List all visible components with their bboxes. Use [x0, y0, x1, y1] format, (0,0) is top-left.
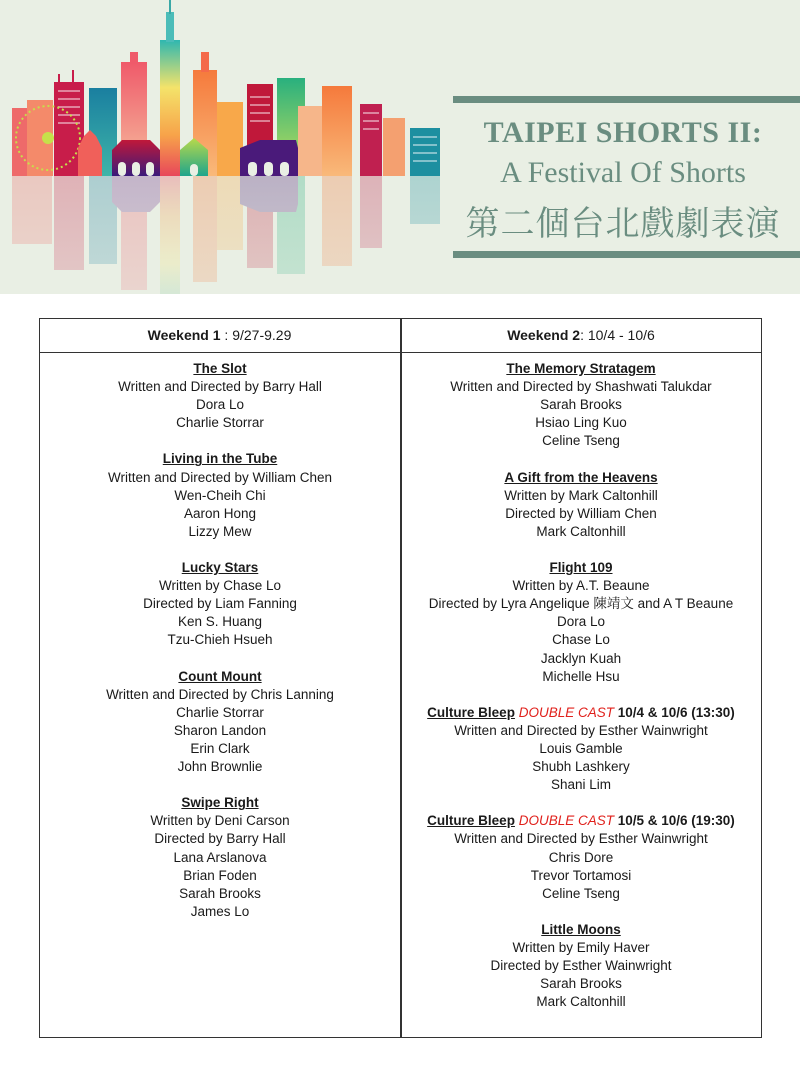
- cast-member: Lana Arslanova: [173, 849, 267, 865]
- play-block: [401, 469, 761, 541]
- cast-member: Ken S. Huang: [177, 614, 263, 630]
- play-title-line: [40, 450, 400, 468]
- play-title: Lucky Stars: [181, 560, 259, 576]
- cast-member: Mark Caltonhill: [536, 994, 626, 1010]
- weekend1-label: Weekend 1: [147, 327, 221, 343]
- play-title-line: [40, 668, 400, 686]
- play-credit: Written and Directed by Esther Wainwright: [454, 831, 708, 847]
- play-block: [40, 360, 400, 432]
- weekend2-dates: : 10/4 - 10/6: [580, 327, 655, 343]
- cast-member: Louis Gamble: [539, 740, 623, 756]
- title-rule-top: [453, 96, 800, 103]
- festival-subtitle: A Festival Of Shorts: [500, 156, 746, 189]
- play-title: Culture Bleep: [427, 813, 515, 829]
- weekend1-column: [40, 360, 400, 939]
- play-title-line: [40, 559, 400, 577]
- play-title: Culture Bleep: [427, 704, 515, 720]
- play-credit: Written by Deni Carson: [150, 813, 290, 829]
- performance-dates: 10/4 & 10/6 (13:30): [613, 704, 735, 720]
- play-title-line: [401, 559, 761, 577]
- play-block: [401, 704, 761, 794]
- schedule-header-row: [39, 318, 762, 353]
- play-credit: Directed by Esther Wainwright: [490, 958, 672, 974]
- cast-member: Jacklyn Kuah: [540, 650, 622, 666]
- play-block: [401, 360, 761, 450]
- play-title-line: [401, 469, 761, 487]
- play-title-line: [40, 360, 400, 378]
- festival-title: TAIPEI SHORTS II:: [483, 116, 763, 149]
- play-credit: Written and Directed by Shashwati Talukdar: [450, 379, 712, 395]
- play-credit: Written by Emily Haver: [512, 940, 650, 955]
- play-block: [40, 794, 400, 921]
- play-credit: Directed by Barry Hall: [154, 831, 286, 847]
- cast-member: Erin Clark: [190, 740, 250, 756]
- play-title: The Slot: [193, 361, 247, 376]
- play-credit: Written by Mark Caltonhill: [504, 487, 658, 503]
- play-block: [40, 450, 400, 540]
- play-title: Flight 109: [549, 560, 613, 576]
- cast-member: Sharon Landon: [173, 722, 267, 738]
- weekend1-dates: : 9/27-9.29: [220, 327, 292, 343]
- cast-member: James Lo: [190, 903, 250, 919]
- festival-title-chinese: 第二個台北戲劇表演: [465, 204, 781, 244]
- weekend1-header: [39, 318, 400, 353]
- cast-member: Sarah Brooks: [179, 885, 261, 901]
- cast-member: Chris Dore: [548, 849, 614, 865]
- play-block: [401, 921, 761, 1011]
- play-title-line: [401, 360, 761, 378]
- cast-member: Aaron Hong: [183, 505, 257, 521]
- festival-title-block: [453, 96, 800, 256]
- play-title-line: [40, 794, 400, 812]
- play-credit: Directed by William Chen: [505, 505, 657, 521]
- title-rule-bottom: [453, 251, 800, 258]
- weekend2-label: Weekend 2: [507, 327, 581, 343]
- cast-member: Shani Lim: [550, 777, 612, 793]
- header-banner: [0, 0, 800, 294]
- play-title: The Memory Stratagem: [506, 361, 656, 376]
- double-cast-tag: DOUBLE CAST: [518, 704, 614, 720]
- cast-member: Tzu-Chieh Hsueh: [167, 632, 273, 648]
- play-block: [40, 559, 400, 649]
- cast-member: Celine Tseng: [542, 885, 620, 901]
- cast-member: Michelle Hsu: [542, 668, 620, 684]
- cast-member: Sarah Brooks: [540, 397, 622, 413]
- cast-member: Dora Lo: [195, 397, 245, 413]
- taipei-skyline-illustration: [0, 0, 450, 294]
- play-title-line: [401, 921, 761, 939]
- play-credit: Written and Directed by William Chen: [107, 469, 333, 485]
- cast-member: Shubh Lashkery: [532, 759, 630, 775]
- cast-member: Hsiao Ling Kuo: [535, 415, 627, 431]
- play-block: [40, 668, 400, 777]
- cast-member: Sarah Brooks: [540, 976, 622, 992]
- weekend2-column: [401, 360, 761, 1029]
- play-credit: Written and Directed by Esther Wainwright: [454, 722, 708, 738]
- play-block: [401, 812, 761, 902]
- play-credit: Written and Directed by Barry Hall: [118, 379, 322, 395]
- cast-member: Charlie Storrar: [176, 415, 264, 431]
- performance-dates: 10/5 & 10/6 (19:30): [613, 813, 735, 829]
- play-credit: Directed by Liam Fanning: [143, 596, 297, 612]
- cast-member: Brian Foden: [183, 867, 257, 883]
- play-block: [401, 559, 761, 686]
- cast-member: Lizzy Mew: [188, 523, 252, 539]
- cast-member: Chase Lo: [552, 632, 610, 648]
- play-title: Count Mount: [178, 668, 262, 684]
- double-cast-tag: DOUBLE CAST: [518, 813, 614, 829]
- play-title-line: [401, 812, 761, 830]
- cast-member: Celine Tseng: [542, 433, 620, 449]
- play-title: Swipe Right: [181, 795, 259, 811]
- cast-member: John Brownlie: [177, 759, 263, 775]
- play-credit: Written by A.T. Beaune: [512, 578, 650, 594]
- play-credit: Directed by Lyra Angelique 陳靖文 and A T Beaune: [428, 596, 734, 612]
- play-title: Living in the Tube: [162, 451, 278, 467]
- cast-member: Trevor Tortamosi: [530, 867, 632, 883]
- play-credit: Written and Directed by Chris Lanning: [106, 686, 334, 702]
- cast-member: Mark Caltonhill: [536, 523, 626, 539]
- weekend2-header: [400, 318, 762, 353]
- cast-member: Wen-Cheih Chi: [174, 487, 266, 503]
- play-credit: Written by Chase Lo: [158, 578, 282, 594]
- cast-member: Charlie Storrar: [176, 704, 264, 720]
- play-title: Little Moons: [541, 921, 621, 937]
- play-title-line: [401, 704, 761, 722]
- cast-member: Dora Lo: [556, 614, 606, 630]
- play-title: A Gift from the Heavens: [504, 469, 658, 485]
